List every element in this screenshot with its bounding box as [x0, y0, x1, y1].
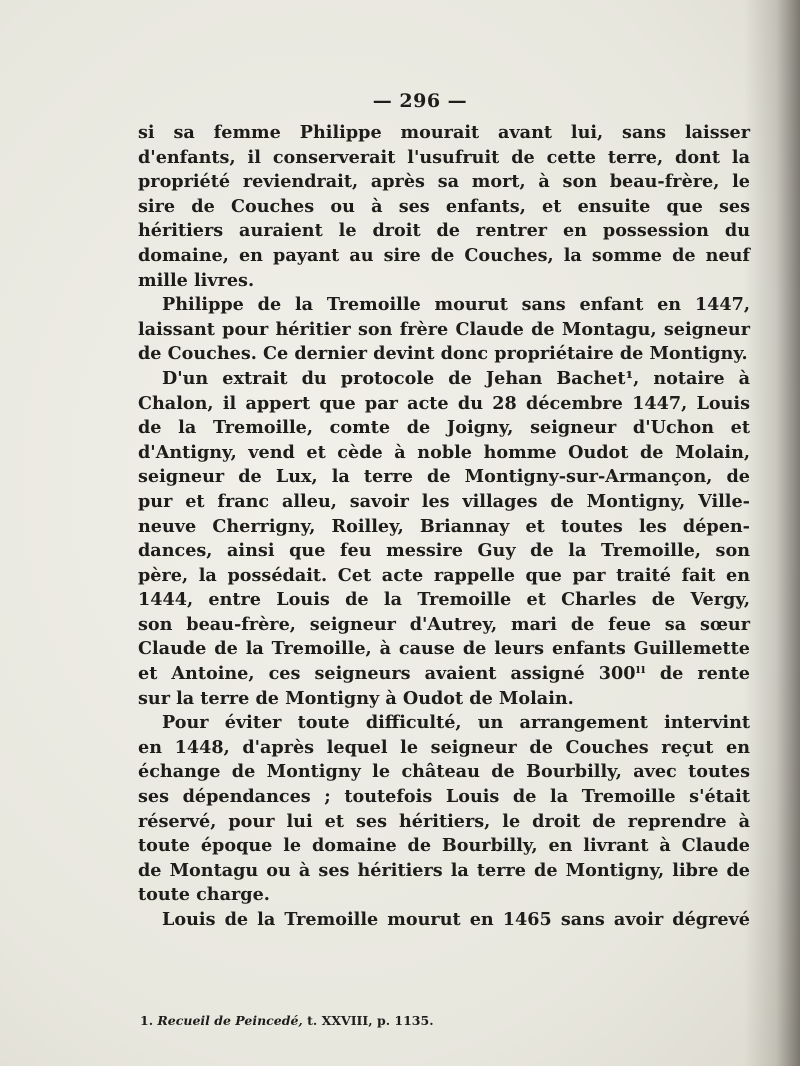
text-line: Chalon, il appert que par acte du 28 décembre 1447, Louis	[138, 392, 750, 414]
paragraph	[138, 121, 750, 293]
text-line: laissant pour héritier son frère Claude de Montagu, seigneur	[138, 318, 750, 340]
text-line: Louis de la Tremoille mourut en 1465 sans avoir dégrevé	[162, 909, 750, 930]
text-line: domaine, en payant au sire de Couches, la somme de neuf	[138, 244, 750, 266]
paragraph	[138, 367, 750, 711]
text-line: dances, ainsi que feu messire Guy de la Tremoille, son	[138, 540, 750, 562]
text-line: sur la terre de Montigny à Oudot de Molain.	[138, 687, 574, 709]
text-line: son beau-frère, seigneur d'Autrey, mari de feue sa sœur	[138, 613, 750, 635]
text-line: mille livres.	[138, 269, 255, 291]
text-line: neuve Cherrigny, Roilley, Briannay et toutes les dépen-	[138, 515, 750, 537]
text-line: réservé, pour lui et ses héritiers, le droit de reprendre à	[138, 810, 750, 832]
text-line: héritiers auraient le droit de rentrer en possession du	[138, 220, 750, 242]
paragraph	[138, 293, 750, 367]
text-line: de Montagu ou à ses héritiers la terre de Montigny, libre de	[138, 859, 750, 881]
text-line: propriété reviendrait, après sa mort, à son beau-frère, le	[138, 171, 750, 193]
footnote-number: 1.	[140, 1013, 154, 1028]
footnote	[140, 1013, 434, 1028]
text-line: Pour éviter toute difficulté, un arrangement intervint	[162, 712, 750, 734]
paragraph	[138, 711, 750, 908]
text-line: échange de Montigny le château de Bourbilly, avec toutes	[138, 761, 750, 783]
text-line: pur et franc alleu, savoir les villages de Montigny, Ville-	[138, 490, 750, 512]
paragraph	[138, 908, 750, 933]
text-line: toute époque le domaine de Bourbilly, en livrant à Claude	[138, 835, 750, 857]
text-line: de Couches. Ce dernier devint donc propriétaire de Montigny.	[138, 343, 748, 365]
body-text	[138, 121, 750, 933]
text-line: en 1448, d'après lequel le seigneur de Couches reçut en	[138, 736, 750, 758]
text-line: Philippe de la Tremoille mourut sans enfant en 1447,	[162, 294, 750, 316]
text-line: Claude de la Tremoille, à cause de leurs enfants Guillemette	[138, 638, 750, 660]
text-line: 1444, entre Louis de la Tremoille et Charles de Vergy,	[138, 589, 750, 611]
text-line: d'enfants, il conserverait l'usufruit de cette terre, dont la	[138, 146, 750, 168]
text-line: D'un extrait du protocole de Jehan Bachet¹, notaire à	[162, 367, 750, 389]
text-line: et Antoine, ces seigneurs avaient assigné 300ˡˡ de rente	[138, 663, 750, 685]
text-line: seigneur de Lux, la terre de Montigny-sur-Armançon, de	[138, 466, 750, 488]
text-line: de la Tremoille, comte de Joigny, seigneur d'Uchon et	[138, 417, 750, 439]
text-line: père, la possédait. Cet acte rappelle que par traité fait en	[138, 564, 750, 586]
footnote-source: Recueil de Peincedé,	[157, 1013, 303, 1028]
text-line: toute charge.	[138, 884, 270, 906]
text-line: ses dépendances ; toutefois Louis de la Tremoille s'était	[138, 786, 750, 808]
page-number: — 296 —	[372, 90, 468, 112]
footnote-reference: t. XXVIII, p. 1135.	[307, 1013, 434, 1028]
text-line: si sa femme Philippe mourait avant lui, sans laisser	[138, 122, 750, 143]
text-line: d'Antigny, vend et cède à noble homme Oudot de Molain,	[138, 441, 750, 463]
text-line: sire de Couches ou à ses enfants, et ensuite que ses	[138, 195, 750, 217]
